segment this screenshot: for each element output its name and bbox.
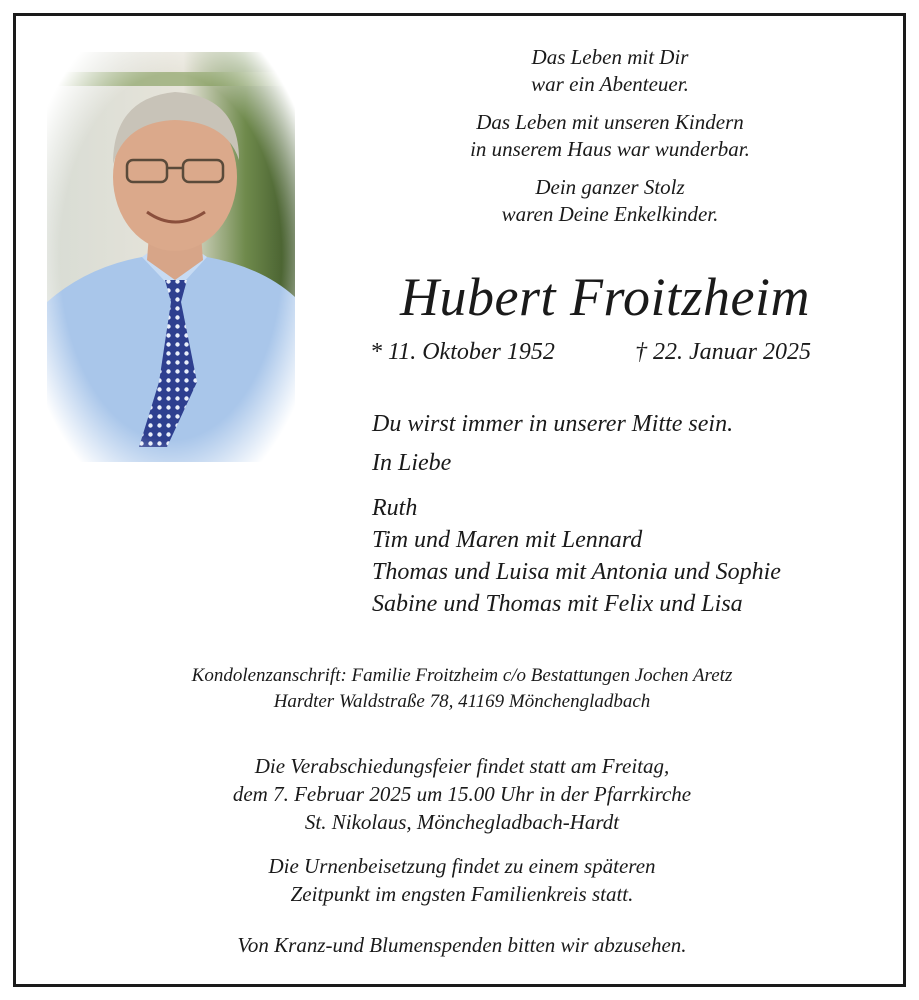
verse-line: Das Leben mit unseren Kindern bbox=[476, 110, 744, 134]
flower-donation-note: Von Kranz-und Blumenspenden bitten wir abzusehen. bbox=[237, 933, 687, 957]
condolence-address bbox=[100, 663, 824, 715]
closing-phrase: In Liebe bbox=[372, 450, 452, 476]
verse-line: war ein Abenteuer. bbox=[531, 72, 689, 96]
birth-date: * 11. Oktober 1952 bbox=[370, 339, 555, 365]
verse-stanza bbox=[400, 174, 820, 228]
family-member: Ruth bbox=[372, 495, 418, 521]
family-member: Sabine und Thomas mit Felix und Lisa bbox=[372, 591, 743, 617]
ceremony-line: St. Nikolaus, Mönchegladbach-Hardt bbox=[304, 810, 620, 834]
verse-stanza bbox=[400, 44, 820, 98]
verse-line: Dein ganzer Stolz bbox=[535, 175, 685, 199]
ceremony-info bbox=[100, 752, 824, 836]
deceased-name: Hubert Froitzheim bbox=[400, 267, 810, 327]
family-member: Tim und Maren mit Lennard bbox=[372, 527, 643, 553]
portrait-photo bbox=[47, 52, 295, 462]
condolence-line: Hardter Waldstraße 78, 41169 Mönchengladbach bbox=[273, 691, 651, 712]
condolence-line: Kondolenzanschrift: Familie Froitzheim c/o Bestattungen Jochen Aretz bbox=[191, 665, 733, 686]
verse-line: in unserem Haus war wunderbar. bbox=[470, 137, 750, 161]
ceremony-line: Die Verabschiedungsfeier findet statt am Freitag, bbox=[254, 754, 670, 778]
verse bbox=[400, 44, 820, 239]
urn-burial-info bbox=[100, 852, 824, 908]
family-list bbox=[372, 492, 781, 620]
verse-line: waren Deine Enkelkinder. bbox=[501, 202, 719, 226]
life-dates bbox=[370, 337, 811, 367]
death-date: † 22. Januar 2025 bbox=[635, 339, 811, 365]
ceremony-line: dem 7. Februar 2025 um 15.00 Uhr in der Pfarrkirche bbox=[232, 782, 692, 806]
motto: Du wirst immer in unserer Mitte sein. bbox=[372, 411, 734, 437]
urn-line: Die Urnenbeisetzung findet zu einem späteren bbox=[268, 854, 656, 878]
urn-line: Zeitpunkt im engsten Familienkreis statt. bbox=[290, 882, 634, 906]
verse-line: Das Leben mit Dir bbox=[531, 45, 689, 69]
family-member: Thomas und Luisa mit Antonia und Sophie bbox=[372, 559, 781, 585]
verse-stanza bbox=[400, 109, 820, 163]
